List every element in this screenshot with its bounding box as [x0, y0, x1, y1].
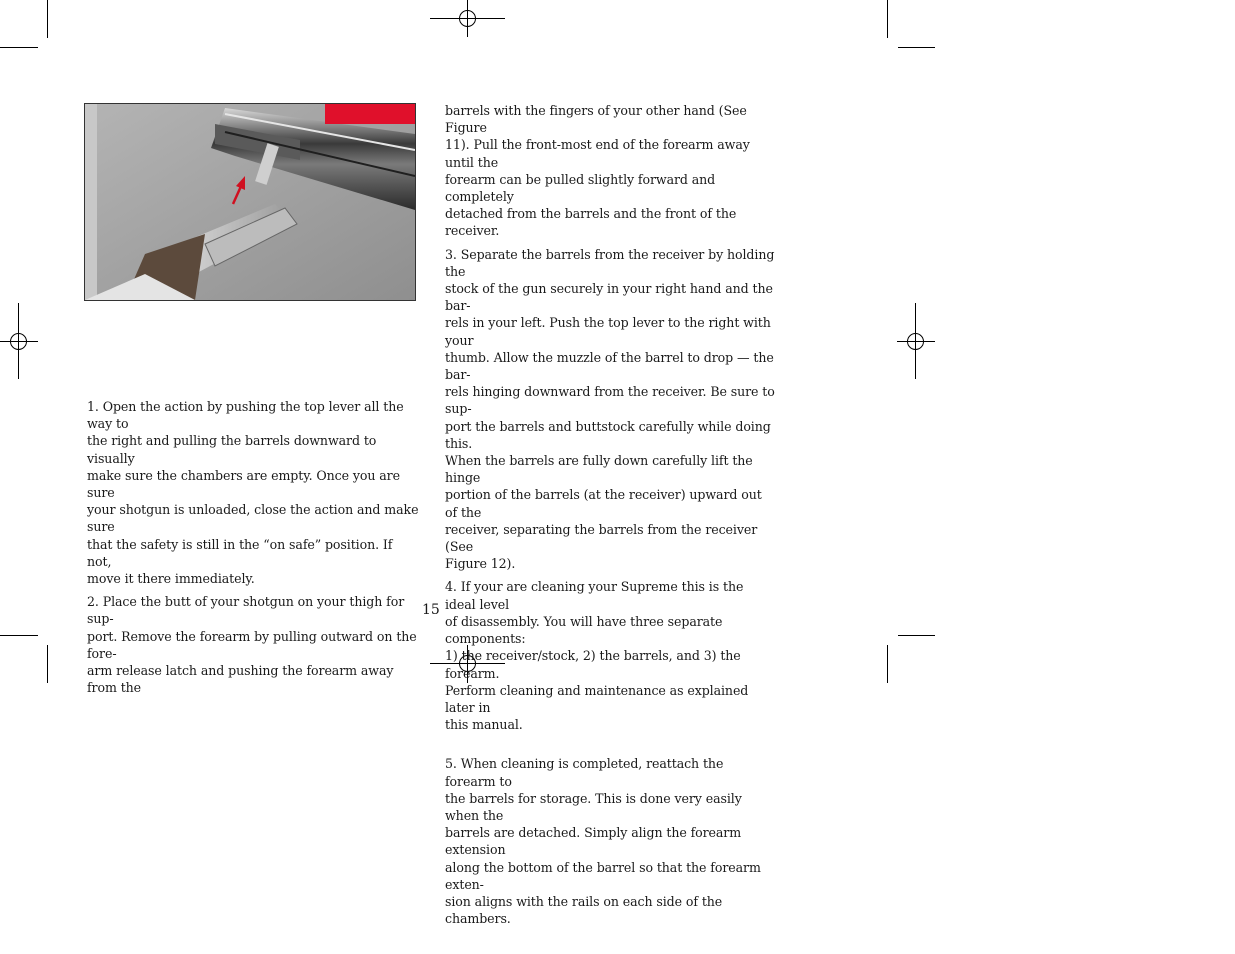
page-number: 15: [422, 602, 440, 618]
step-4-paragraph: 4. If your are cleaning your Supreme this is the ideal level of disassembly. You will have three separate components: 1) the receiver/stock, 2) the barrels, and 3) the forearm. Perform cleaning and maintenance as explained later in this manual.: [445, 579, 749, 733]
step-2-continued-paragraph: barrels with the fingers of your other hand (See Figure 11). Pull the front-most end of the forearm away until the forearm can be pulled slightly forward and completely detached from the barrels and the front of the receiver.: [445, 103, 750, 239]
step-1-paragraph: 1. Open the action by pushing the top lever all the way to the right and pulling the barrels downward to visually make sure the chambers are empty. Once you are sure your shotgun is unloaded, close the action and make sure that the safety is still in the “on safe” position. If not, move it there immediately.: [87, 399, 419, 587]
left-text-column: [87, 398, 419, 702]
step-3-paragraph: 3. Separate the barrels from the receiver by holding the stock of the gun securely in your right hand and the bar- rels in your left. Push the top lever to the right with your thumb. Allow the muzzle of the barrel to drop — the bar- rels hinging downward from the receiver. Be sure to sup- port the barrels and buttstock carefully while doing this. When the barrels are fully down carefully lift the hinge portion of the barrels (at the receiver) upward out of the receiver, separating the barrels from the receiver (See Figure 12).: [445, 246, 775, 572]
step-2-paragraph: 2. Place the butt of your shotgun on your thigh for sup- port. Remove the forearm by pulling outward on the fore- arm release latch and pushing the forearm away from the: [87, 594, 417, 696]
figure-label-tab: [325, 104, 415, 124]
shotgun-photo-icon: [85, 104, 415, 300]
step-5-paragraph: 5. When cleaning is completed, reattach the forearm to the barrels for storage. This is done very easily when the barrels are detached. Simply align the forearm extension along the bottom of the barrel so that the forearm exten- sion aligns with the rails on each side of the chambers.: [445, 756, 761, 927]
right-text-column: [445, 102, 777, 933]
shotgun-figure: [84, 103, 416, 301]
